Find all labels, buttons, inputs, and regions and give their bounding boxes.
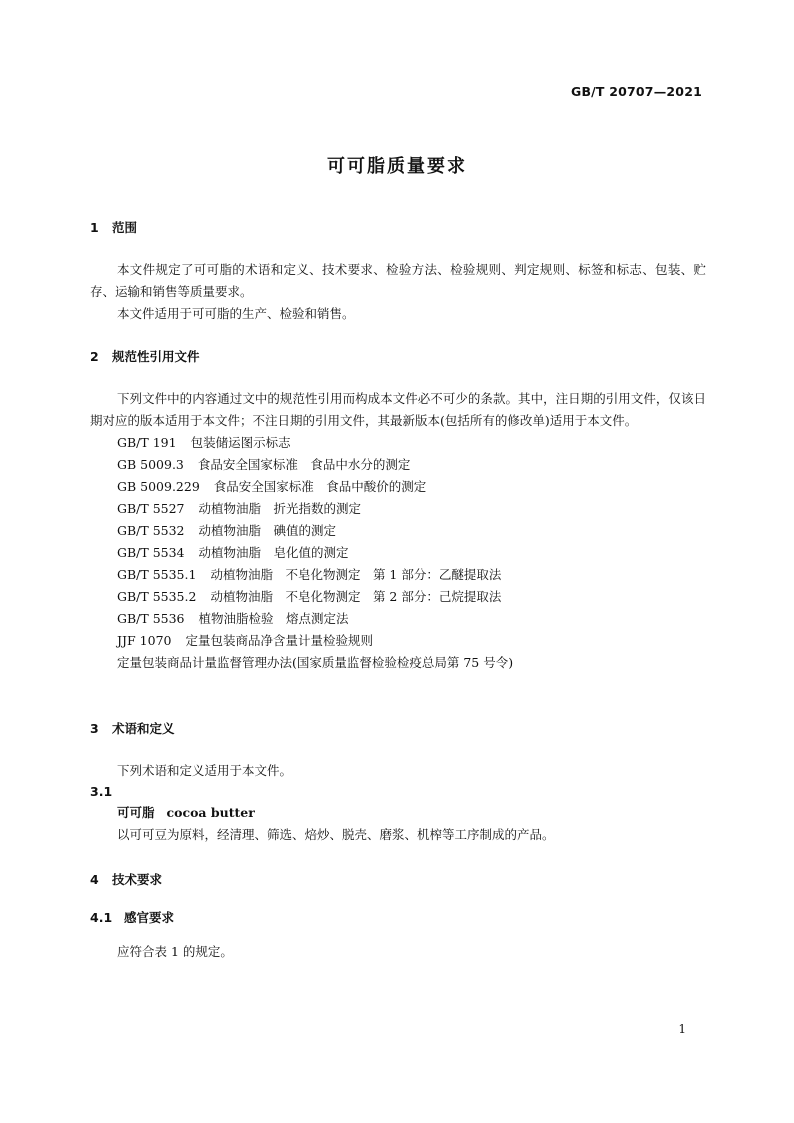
reference-item: GB/T 5532 动植物油脂 碘值的测定: [117, 523, 337, 538]
reference-item: GB/T 5535.1 动植物油脂 不皂化物测定 第 1 部分：乙醚提取法: [117, 567, 502, 582]
paragraph: 下列术语和定义适用于本文件。: [117, 763, 293, 778]
section-heading: 2 规范性引用文件: [90, 349, 200, 364]
page-number: 1: [678, 1022, 686, 1036]
reference-item: JJF 1070 定量包装商品净含量计量检验规则: [117, 633, 373, 648]
scope-body: [90, 259, 706, 325]
section-heading: 3 术语和定义: [90, 721, 175, 736]
term-definition: 以可可豆为原料，经清理、筛选、焙炒、脱壳、磨浆、机榨等工序制成的产品。: [117, 827, 555, 842]
paragraph: 本文件适用于可可脂的生产、检验和销售。: [117, 306, 355, 321]
document-title: 可可脂质量要求: [327, 156, 467, 177]
reference-item: GB/T 5534 动植物油脂 皂化值的测定: [117, 545, 349, 560]
terms-body: [90, 760, 706, 846]
standard-code: GB/T 20707—2021: [570, 84, 702, 99]
reference-item: GB/T 5527 动植物油脂 折光指数的测定: [117, 501, 362, 516]
paragraph: 下列文件中的内容通过文中的规范性引用而构成本文件必不可少的条款。其中，注日期的引用文件，仅该日期对应的版本适用于本文件；不注日期的引用文件，其最新版本(包括所有的修改单)适用于本文件。: [90, 391, 706, 428]
reference-item: GB/T 191 包装储运图示标志: [117, 435, 291, 450]
section-terms: [90, 719, 706, 739]
reference-item: GB/T 5535.2 动植物油脂 不皂化物测定 第 2 部分：己烷提取法: [117, 589, 502, 604]
term-number: 3.1: [90, 784, 113, 799]
reference-item: GB/T 5536 植物油脂检验 熔点测定法: [117, 611, 349, 626]
subsection-heading: 4.1 感官要求: [90, 910, 175, 925]
paragraph: 本文件规定了可可脂的术语和定义、技术要求、检验方法、检验规则、判定规则、标签和标志、包装、贮存、运输和销售等质量要求。: [90, 262, 706, 299]
section-references: [90, 347, 706, 367]
sensory-body: [90, 941, 706, 963]
section-scope: [90, 218, 706, 238]
term-entry: 可可脂 cocoa butter: [117, 805, 255, 820]
section-heading: 1 范围: [90, 220, 138, 235]
reference-item: GB 5009.3 食品安全国家标准 食品中水分的测定: [117, 457, 411, 472]
section-tech: [90, 870, 706, 890]
reference-item: 定量包装商品计量监督管理办法(国家质量监督检验检疫总局第 75 号令): [117, 655, 514, 670]
section-heading: 4 技术要求: [90, 872, 163, 887]
paragraph: 应符合表 1 的规定。: [117, 944, 233, 959]
reference-item: GB 5009.229 食品安全国家标准 食品中酸价的测定: [117, 479, 427, 494]
subsection-sensory: [90, 908, 706, 928]
references-body: [90, 388, 706, 674]
